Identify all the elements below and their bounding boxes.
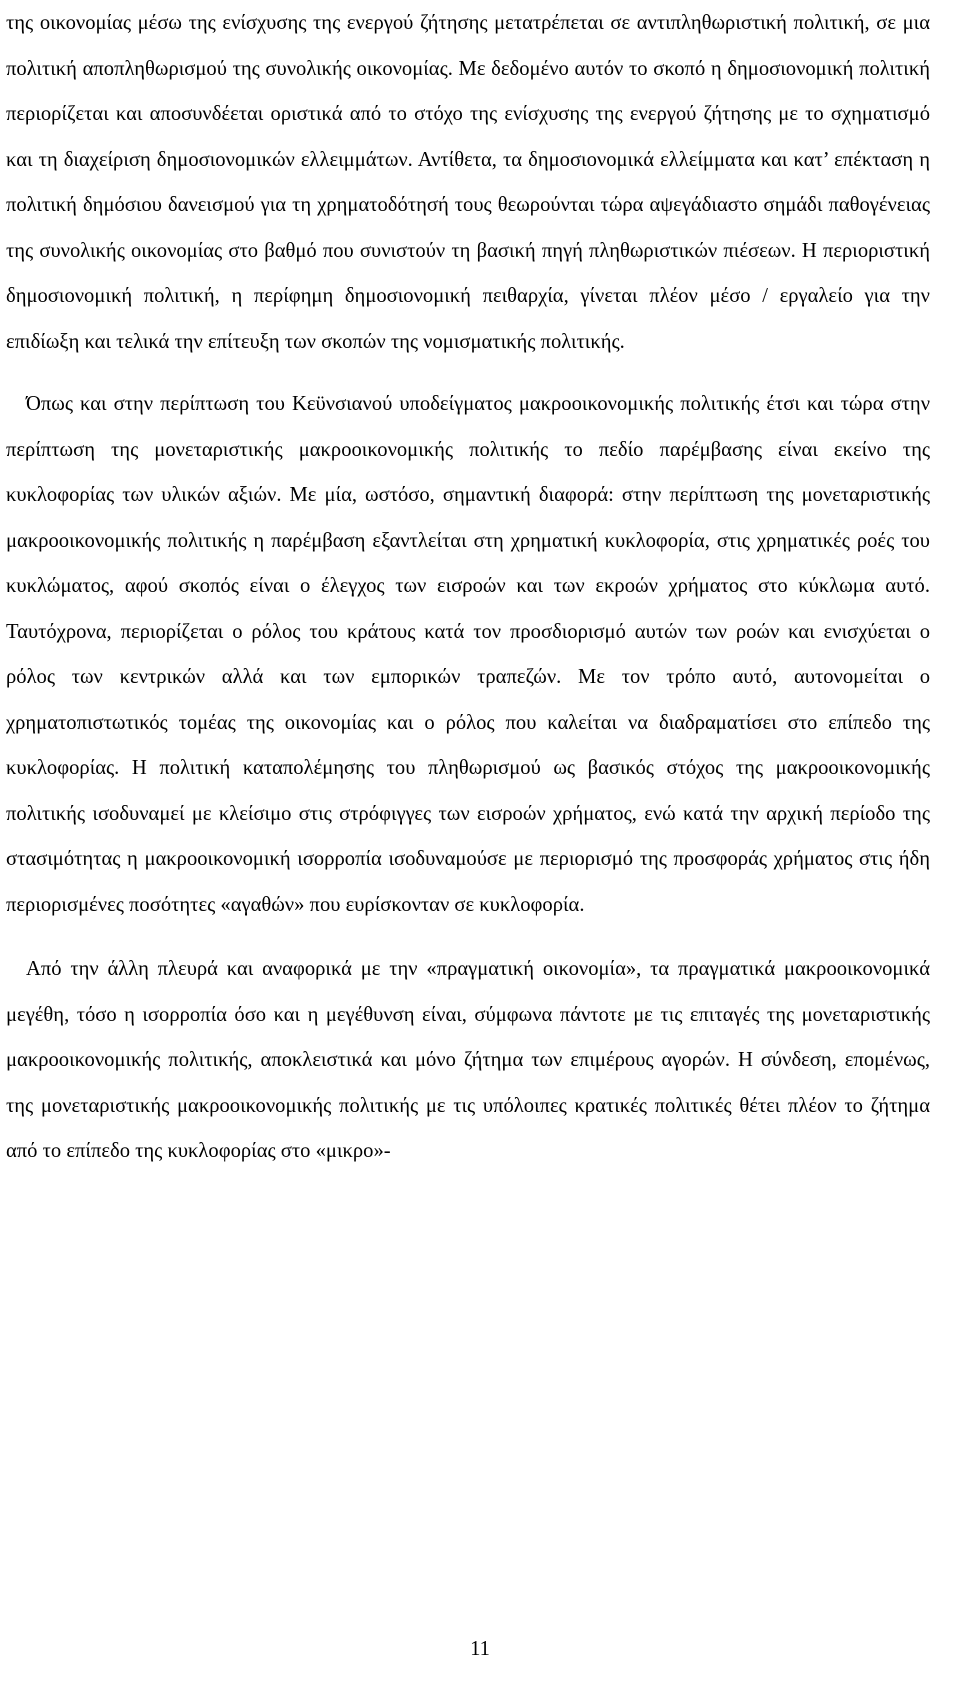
document-page: [6, 0, 930, 1175]
paragraph-2: Όπως και στην περίπτωση του Κεϋνσιανού υποδείγματος μακροοικονομικής πολιτικής έτσι και τώρα στην περίπτωση της μονεταριστικής μακροοικονομικής πολιτικής το πεδίο παρέμβασης είναι εκείνο της κυκλοφορίας των υλικών αξιών. Με μία, ωστόσο, σημαντική διαφορά: στην περίπτωση της μονεταριστικής μακροοικονομικής πολιτικής η παρέμβαση εξαντλείται στη χρηματική κυκλοφορία, στις χρηματικές ροές του κυκλώματος, αφού σκοπός είναι ο έλεγχος των εισροών και των εκροών χρήματος στο κύκλωμα αυτό. Ταυτόχρονα, περιορίζεται ο ρόλος του κράτους κατά τον προσδιορισμό αυτών των ροών και ενισχύεται ο ρόλος των κεντρικών αλλά και των εμπορικών τραπεζών. Με τον τρόπο αυτό, αυτονομείται ο χρηματοπιστωτικός τομέας της οικονομίας και ο ρόλος που καλείται να διαδραματίσει στο επίπεδο της κυκλοφορίας. Η πολιτική καταπολέμησης του πληθωρισμού ως βασικός στόχος της μακροοικονομικής πολιτικής ισοδυναμεί με κλείσιμο στις στρόφιγγες των εισροών χρήματος, ενώ κατά την αρχική περίοδο της στασιμότητας η μακροοικονομική ισορροπία ισοδυναμούσε με περιορισμό της προσφοράς χρήματος στις ήδη περιορισμένες ποσότητες «αγαθών» που ευρίσκονταν σε κυκλοφορία.: [6, 393, 930, 916]
paragraph-1: της οικονομίας μέσω της ενίσχυσης της ενεργού ζήτησης μετατρέπεται σε αντιπληθωριστική πολιτική, σε μια πολιτική αποπληθωρισμού της συνολικής οικονομίας. Με δεδομένο αυτόν το σκοπό η δημοσιονομική πολιτική περιορίζεται και αποσυνδέεται οριστικά από το στόχο της ενίσχυσης της ενεργού ζήτησης με το σχηματισμό και τη διαχείριση δημοσιονομικών ελλειμμάτων. Αντίθετα, τα δημοσιονομικά ελλείμματα και κατ’ επέκταση η πολιτική δημόσιου δανεισμού για τη χρηματοδότησή τους θεωρούνται τώρα αψεγάδιαστο σημάδι παθογένειας της συνολικής οικονομίας στο βαθμό που συνιστούν τη βασική πηγή πληθωριστικών πιέσεων. Η περιοριστική δημοσιονομική πολιτική, η περίφημη δημοσιονομική πειθαρχία, γίνεται πλέον μέσο / εργαλείο για την επιδίωξη και τελικά την επίτευξη των σκοπών της νομισματικής πολιτικής.: [6, 12, 930, 353]
paragraph-3: Από την άλλη πλευρά και αναφορικά με την «πραγματική οικονομία», τα πραγματικά μακροοικονομικά μεγέθη, τόσο η ισορροπία όσο και η μεγέθυνση είναι, σύμφωνα πάντοτε με τις επιταγές της μονεταριστικής μακροοικονομικής πολιτικής, αποκλειστικά και μόνο ζήτημα των επιμέρους αγορών. Η σύνδεση, επομένως, της μονεταριστικής μακροοικονομικής πολιτικής με τις υπόλοιπες κρατικές πολιτικές θέτει πλέον το ζήτημα από το επίπεδο της κυκλοφορίας στο «μικρο»-: [6, 958, 930, 1162]
page-number: 11: [470, 1638, 490, 1660]
